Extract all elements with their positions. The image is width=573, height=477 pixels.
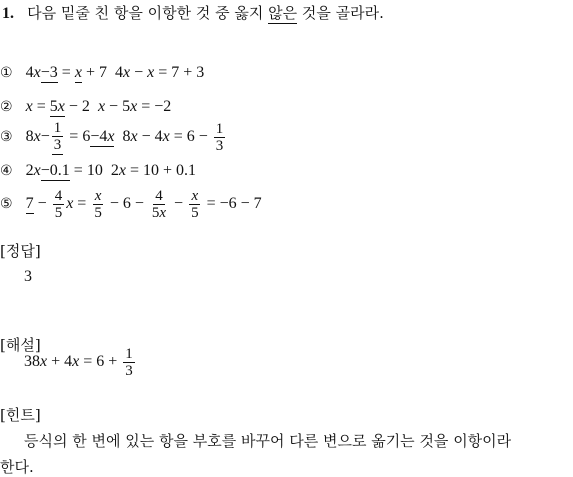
explanation-label: [해설] bbox=[0, 336, 41, 354]
option-4-mark: ④ bbox=[0, 163, 13, 179]
question-suffix: 것을 골라라. bbox=[297, 4, 384, 22]
explanation-math: 38x + 4x = 6 + $\frac{1}{3}$ bbox=[24, 346, 133, 379]
option-2-math: x = 5x − 2 x − 5x = −2 bbox=[25, 98, 172, 115]
hint-line-2: 한다. bbox=[0, 458, 34, 476]
option-2-mark: ② bbox=[0, 99, 13, 115]
hint-line-1: 등식의 한 변에 있는 항을 부호를 바꾸어 다른 변으로 옮기는 것을 이항이라 bbox=[24, 432, 512, 450]
option-3-mark: ③ bbox=[0, 129, 13, 146]
option-4 bbox=[0, 160, 196, 180]
option-5 bbox=[0, 188, 262, 221]
question-text: 다음 밑줄 친 항을 이항한 것 중 옳지 bbox=[27, 4, 269, 22]
hint-label: [힌트] bbox=[0, 406, 41, 424]
option-5-math: 7 − $\frac{4}{5}$ x = $\frac{x}{5}$ − 6 − $\frac{4}{5x}$ − $\frac{x}{5}$ = −6 − 7 bbox=[25, 188, 262, 221]
question-number: 1. bbox=[2, 5, 14, 22]
option-3-math: 8x− $\frac{1}{3}$ = 6−4x 8x − 4x = 6 − $\frac{1}{3}$ bbox=[25, 120, 224, 154]
question-header bbox=[2, 2, 384, 23]
option-5-mark: ⑤ bbox=[0, 196, 13, 213]
answer-label: [정답] bbox=[0, 242, 41, 260]
option-1-mark: ① bbox=[0, 65, 13, 81]
option-4-math: 2x−0.1 = 10 2x = 10 + 0.1 bbox=[25, 162, 196, 179]
question-emphasis: 않은 bbox=[268, 4, 298, 22]
option-3 bbox=[0, 120, 227, 155]
option-1-math: 4x−3 = x + 7 4x − x = 7 + 3 bbox=[25, 64, 205, 81]
option-1 bbox=[0, 62, 204, 82]
answer-value: 3 bbox=[24, 268, 32, 285]
option-2 bbox=[0, 96, 171, 116]
